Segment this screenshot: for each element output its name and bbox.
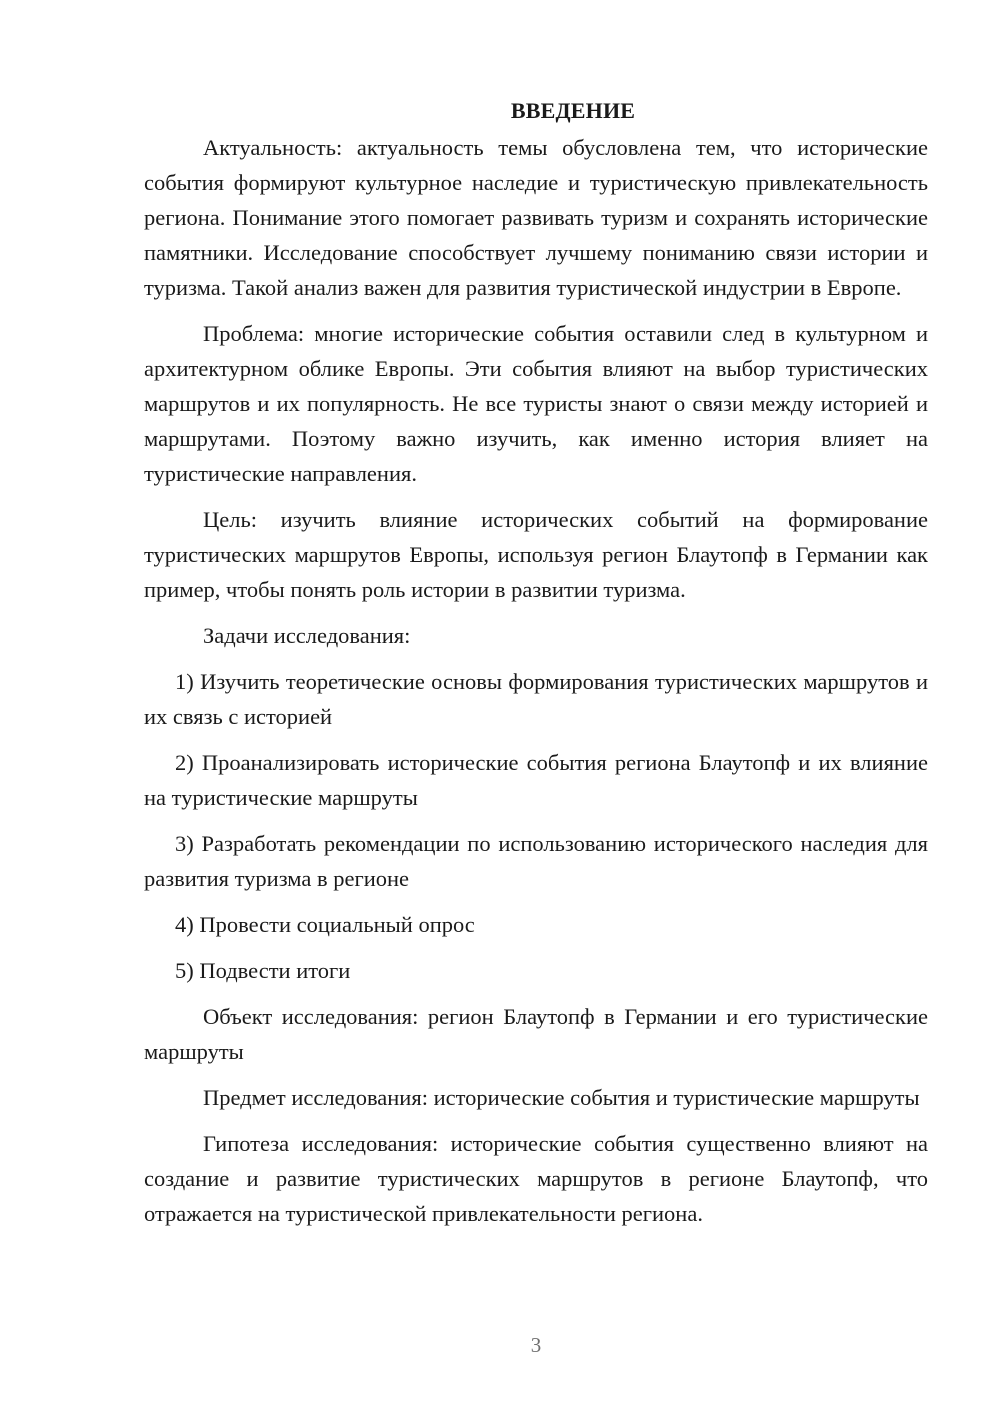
- document-page: [144, 95, 928, 1242]
- goal-paragraph: Цель: изучить влияние исторических событий на формирование туристических маршрутов Европы, используя регион Блаутопф в Германии как пример, чтобы понять роль истории в развитии туризма.: [144, 507, 928, 602]
- object-paragraph: Объект исследования: регион Блаутопф в Германии и его туристические маршруты: [144, 1004, 928, 1064]
- task-item-2: 2) Проанализировать исторические события региона Блаутопф и их влияние на туристические маршруты: [144, 750, 928, 810]
- hypothesis-paragraph: Гипотеза исследования: исторические события существенно влияют на создание и развитие туристических маршрутов в регионе Блаутопф, что отражается на туристической привлекательности региона.: [144, 1131, 928, 1226]
- task-item-5: 5) Подвести итоги: [175, 958, 351, 983]
- task-item-4: 4) Провести социальный опрос: [175, 912, 475, 937]
- relevance-paragraph: Актуальность: актуальность темы обусловлена тем, что исторические события формируют культурное наследие и туристическую привлекательность региона. Понимание этого помогает развивать туризм и сохранять исторические памятники. Исследование способствует лучшему пониманию связи истории и туризма. Такой анализ важен для развития туристической индустрии в Европе.: [144, 135, 928, 300]
- page-number: 3: [530, 1333, 542, 1357]
- tasks-heading: Задачи исследования:: [203, 623, 411, 648]
- document-title: ВВЕДЕНИЕ: [510, 98, 636, 123]
- problem-paragraph: Проблема: многие исторические события оставили след в культурном и архитектурном облике Европы. Эти события влияют на выбор туристических маршрутов и их популярность. Не все туристы знают о связи между историей и маршрутами. Поэтому важно изучить, как именно история влияет на туристические направления.: [144, 321, 928, 486]
- task-item-3: 3) Разработать рекомендации по использованию исторического наследия для развития туризма в регионе: [144, 831, 928, 891]
- subject-paragraph: Предмет исследования: исторические события и туристические маршруты: [203, 1085, 920, 1110]
- task-item-1: 1) Изучить теоретические основы формирования туристических маршрутов и их связь с историей: [144, 669, 928, 729]
